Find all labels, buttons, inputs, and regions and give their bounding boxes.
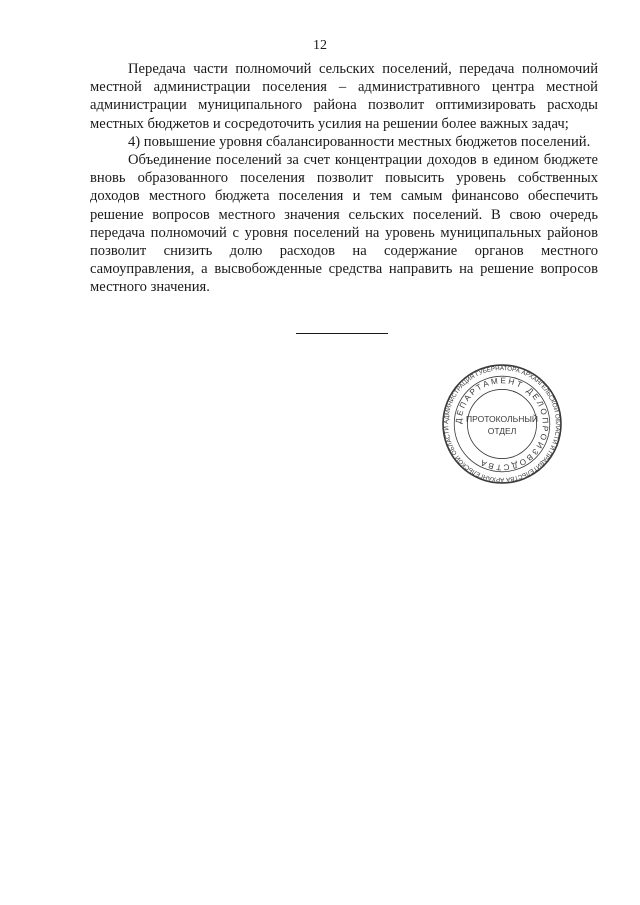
document-body <box>90 60 598 297</box>
seal-outer-text: АДМИНИСТРАЦИЯ ГУБЕРНАТОРА АРХАНГЕЛЬСКОЙ ОБЛАСТИ И ПРАВИТЕЛЬСТВА АРХАНГЕЛЬСКОЙ ОБЛАСТИ <box>443 365 561 483</box>
seal-center-line2: ОТДЕЛ <box>487 426 517 437</box>
seal-center-line1: ПРОТОКОЛЬНЫЙ <box>465 413 539 424</box>
official-seal <box>441 363 563 485</box>
paragraph-item-4: 4) повышение уровня сбалансированности местных бюджетов поселений. <box>128 133 591 150</box>
seal-inner-text: ДЕПАРТАМЕНТ ДЕЛОПРОИЗВОДСТВА <box>454 376 550 472</box>
separator-line <box>296 333 388 334</box>
page-number: 12 <box>313 38 327 53</box>
paragraph-merger: Объединение поселений за счет концентрации доходов в едином бюджете вновь образованного поселения позволит повысить уровень собственных доходов местного бюджета поселения и тем самым финансово обеспечить решение вопросов местного значения сельских поселений. В свою очередь передача полномочий с уровня поселений на уровень муниципальных районов позволит снизить долю расходов на содержание органов местного самоуправления, а высвобожденные средства направить на решение вопросов местного значения. <box>90 152 598 296</box>
paragraph-transfer-powers: Передача части полномочий сельских поселений, передача полномочий местной администрации поселения – административного центра местной администрации муниципального района позволит оптимизировать расходы местных бюджетов и сосредоточить усилия на решении более важных задач; <box>90 61 598 132</box>
